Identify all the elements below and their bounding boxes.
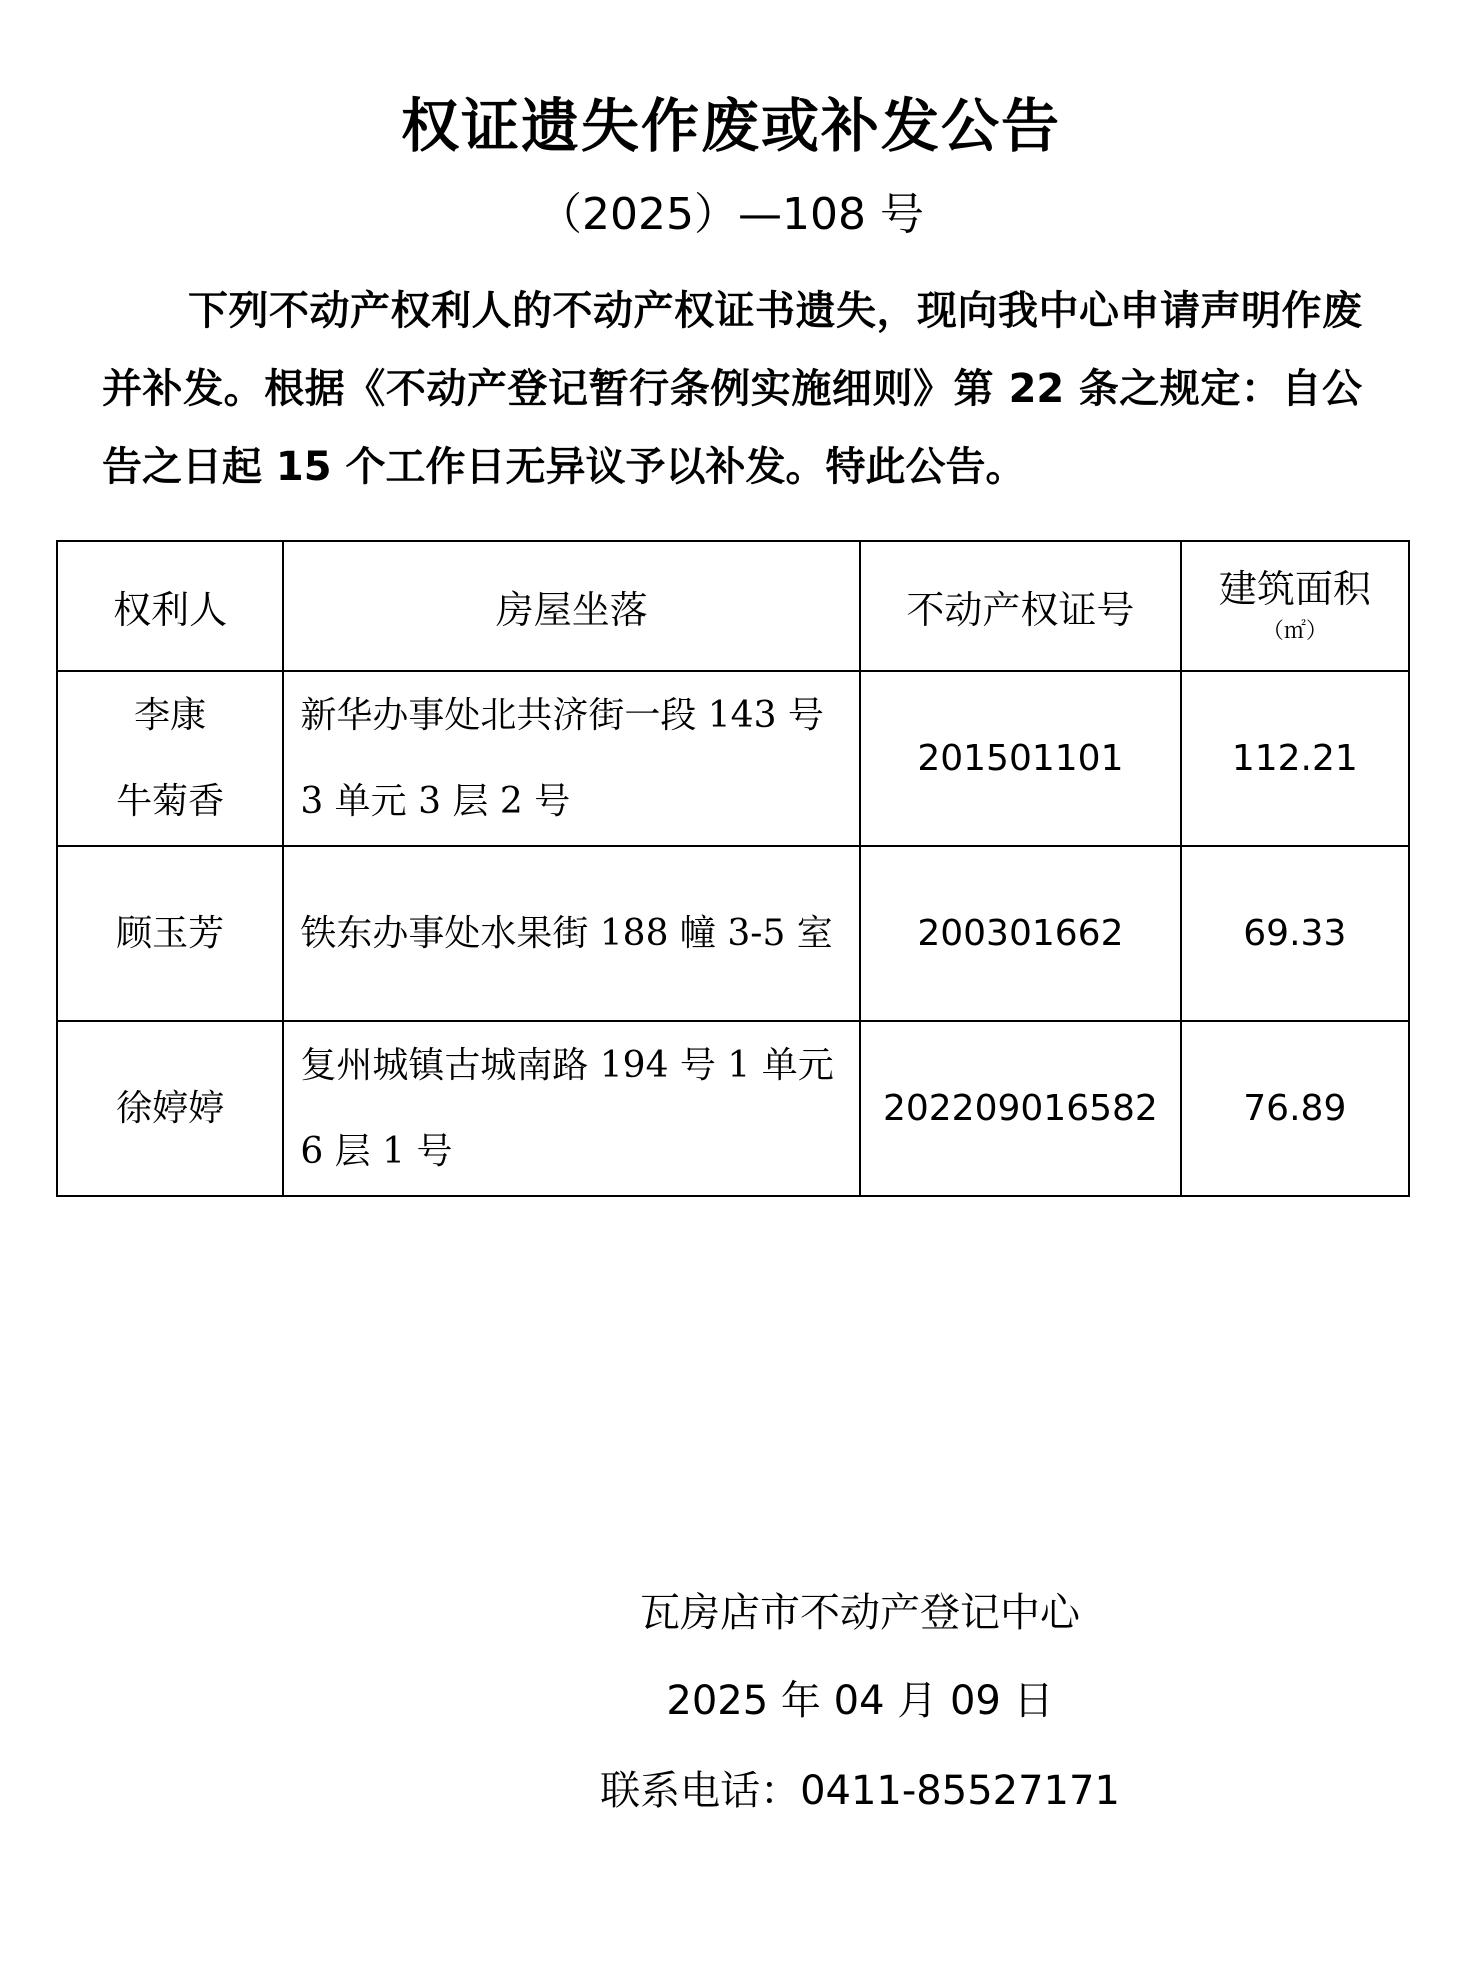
certificate-table	[56, 540, 1410, 1197]
issuing-organization: 瓦房店市不动产登记中心	[640, 1590, 1080, 1636]
owner-name: 牛菊香	[116, 780, 225, 822]
table-row	[57, 671, 1409, 846]
table-header-row	[57, 541, 1409, 671]
address-cell: 复州城镇古城南路 194 号 1 单元 6 层 1 号	[283, 1021, 860, 1196]
header-area	[1181, 541, 1409, 671]
address-cell: 铁东办事处水果街 188 幢 3-5 室	[283, 846, 860, 1021]
header-address: 房屋坐落	[283, 541, 860, 671]
header-area-label: 建筑面积	[1218, 567, 1371, 611]
table-row	[57, 1021, 1409, 1196]
area-cell: 112.21	[1181, 671, 1409, 846]
header-area-unit: （㎡）	[1261, 619, 1328, 644]
address-cell: 新华办事处北共济街一段 143 号 3 单元 3 层 2 号	[283, 671, 860, 846]
contact-phone: 联系电话：0411-85527171	[600, 1768, 1120, 1814]
header-cert-no: 不动产权证号	[860, 541, 1180, 671]
notice-title: 权证遗失作废或补发公告	[400, 92, 1061, 160]
cert-no-cell: 202209016582	[860, 1021, 1180, 1196]
owner-name: 顾玉芳	[116, 912, 225, 954]
area-cell: 76.89	[1181, 1021, 1409, 1196]
cert-no-cell: 201501101	[860, 671, 1180, 846]
owner-cell	[57, 1021, 283, 1196]
cert-no-cell: 200301662	[860, 846, 1180, 1021]
area-cell: 69.33	[1181, 846, 1409, 1021]
notice-body: 下列不动产权利人的不动产权证书遗失，现向我中心申请声明作废并补发。根据《不动产登记暂行条例实施细则》第 22 条之规定：自公告之日起 15 个工作日无异议予以补发。特此公告。	[102, 288, 1362, 490]
owner-cell	[57, 846, 283, 1021]
document-number: （2025）—108 号	[538, 189, 924, 240]
owner-name: 徐婷婷	[116, 1087, 225, 1129]
header-owner: 权利人	[57, 541, 283, 671]
table-row	[57, 846, 1409, 1021]
owner-cell	[57, 671, 283, 846]
owner-name: 李康	[134, 694, 207, 736]
issue-date: 2025 年 04 月 09 日	[666, 1678, 1054, 1724]
